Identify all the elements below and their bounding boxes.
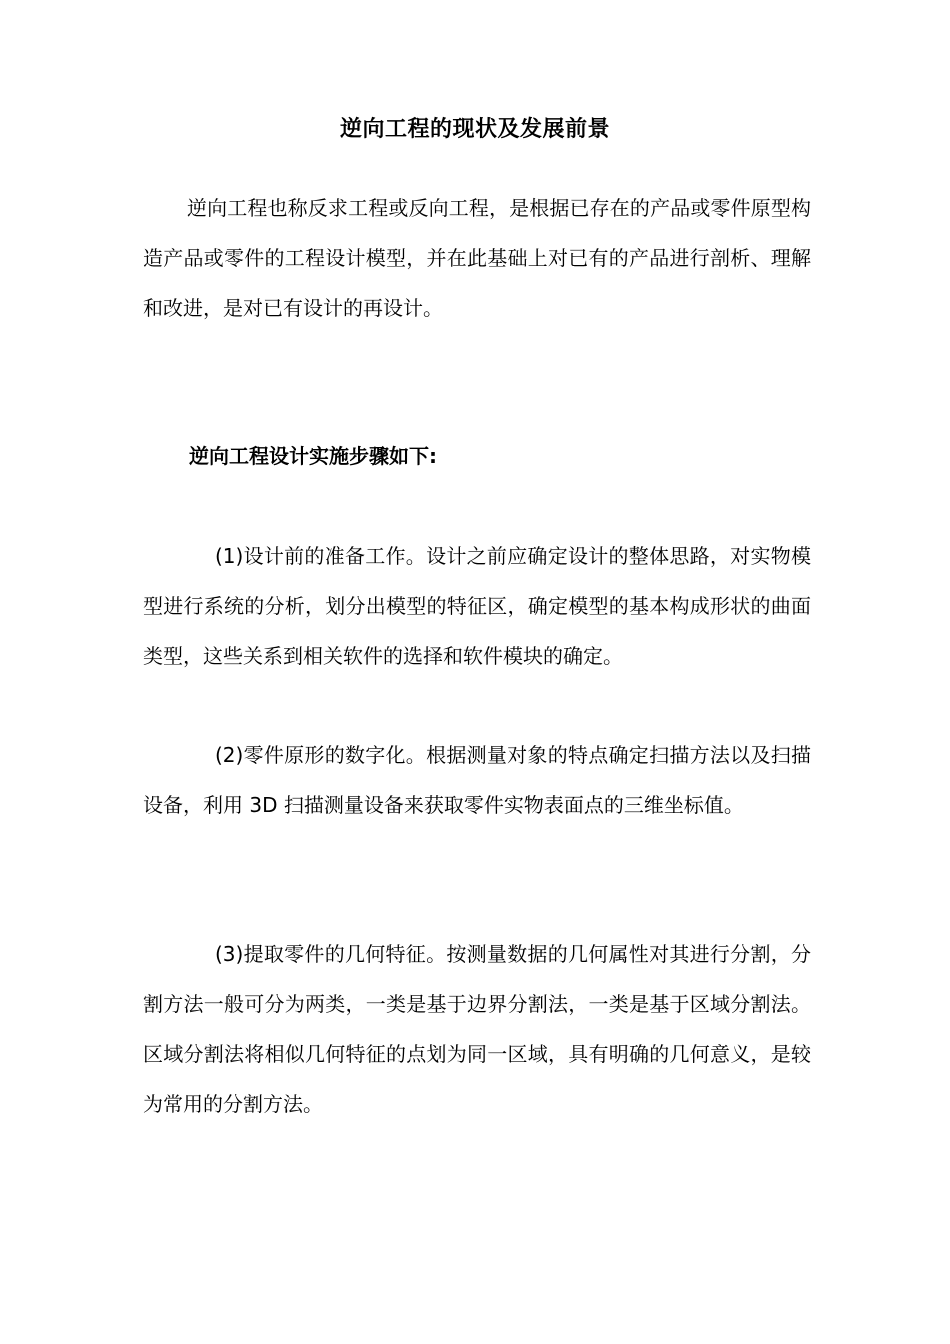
document-title: 逆向工程的现状及发展前景: [339, 117, 610, 142]
steps-heading: 逆向工程设计实施步骤如下:: [189, 444, 437, 468]
step-1-paragraph: (1)设计前的准备工作。设计之前应确定设计的整体思路，对实物模型进行系统的分析，划分出模型的特征区，确定模型的基本构成形状的曲面类型，这些关系到相关软件的选择和软件模块的确定。: [143, 544, 811, 668]
step-3-paragraph: (3)提取零件的几何特征。按测量数据的几何属性对其进行分割，分割方法一般可分为两类，一类是基于边界分割法，一类是基于区域分割法。区域分割法将相似几何特征的点划为同一区域，具有明确的几何意义，是较为常用的分割方法。: [143, 942, 811, 1116]
intro-paragraph: 逆向工程也称反求工程或反向工程，是根据已存在的产品或零件原型构造产品或零件的工程设计模型，并在此基础上对已有的产品进行剖析、理解和改进，是对已有设计的再设计。: [143, 196, 811, 320]
step-2-paragraph: (2)零件原形的数字化。根据测量对象的特点确定扫描方法以及扫描设备，利用 3D 扫描测量设备来获取零件实物表面点的三维坐标值。: [143, 743, 811, 817]
